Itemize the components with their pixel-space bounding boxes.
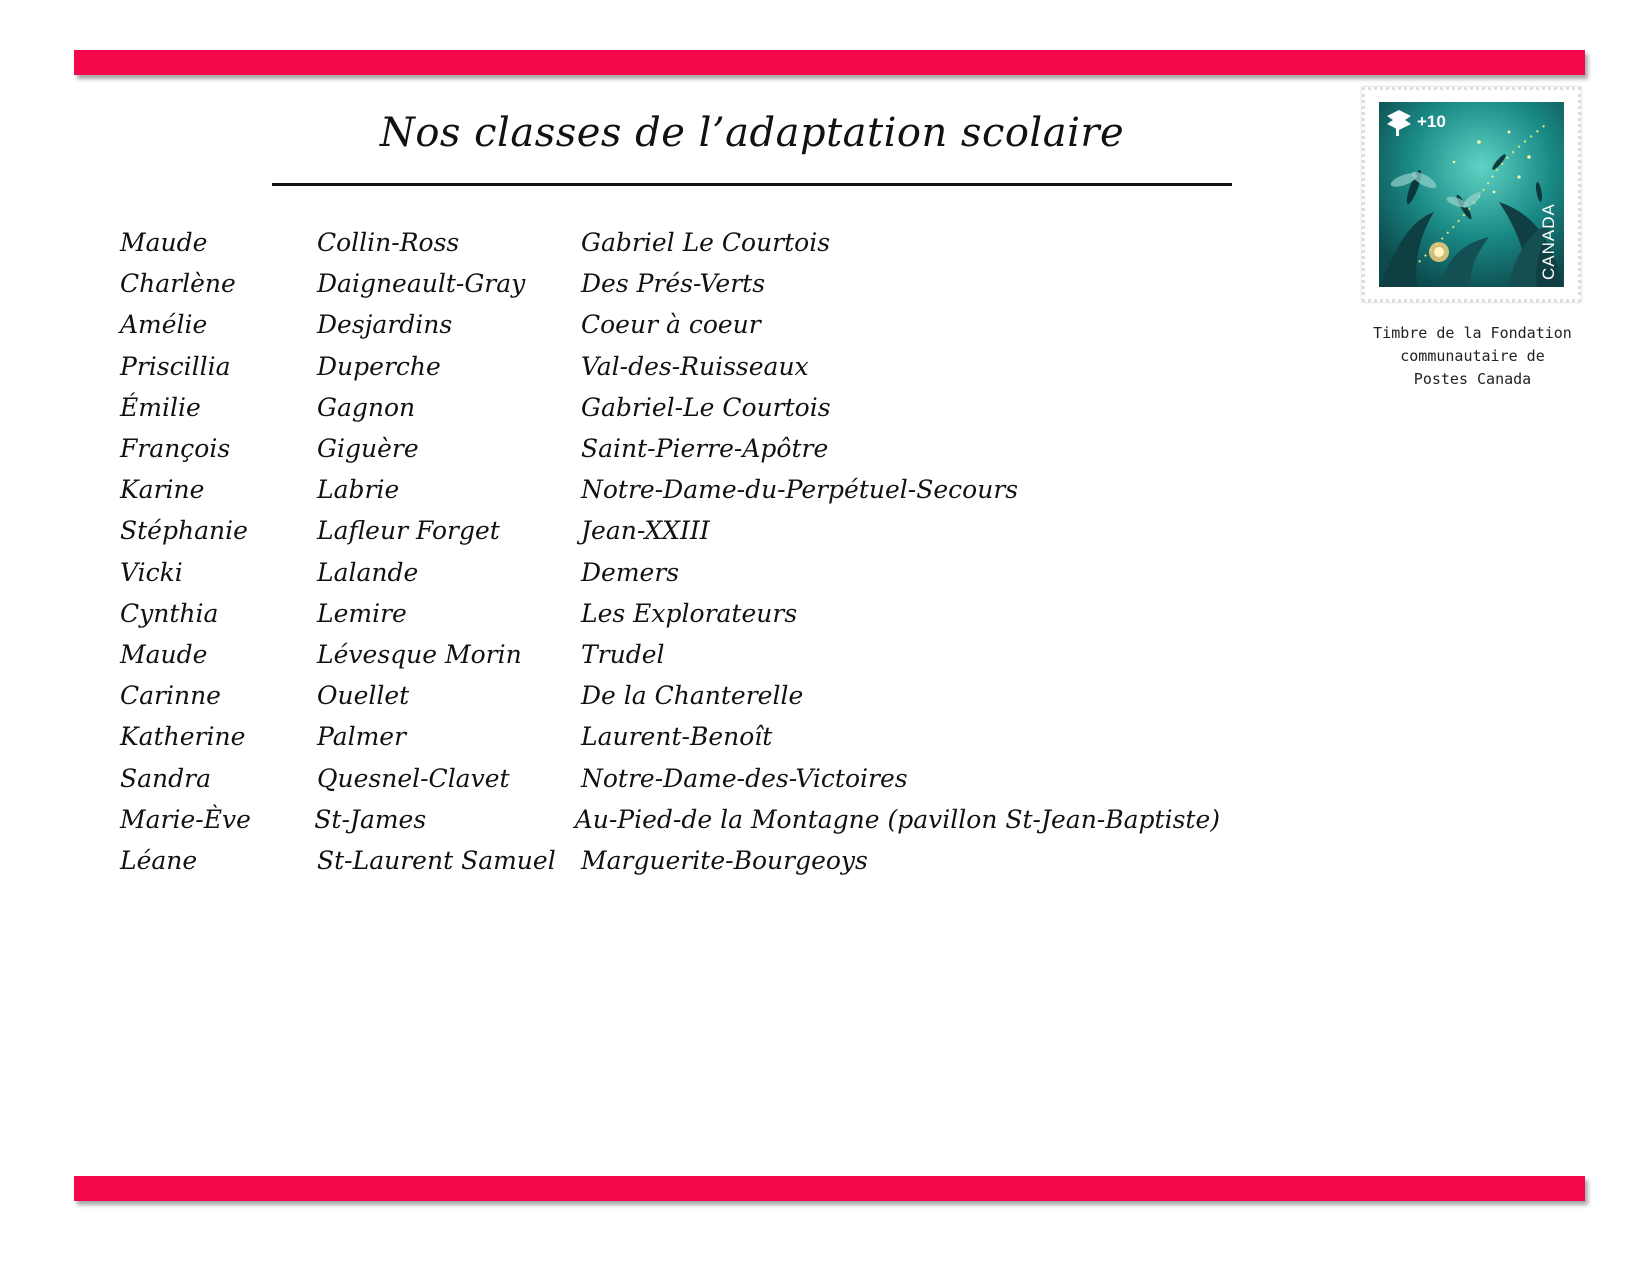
school-name: Les Explorateurs	[581, 598, 798, 628]
school-name: Demers	[581, 557, 680, 587]
teacher-last-name: Daigneault-Gray	[317, 269, 526, 299]
school-name: Au-Pied-de la Montagne (pavillon St-Jean-Baptiste)	[574, 804, 1220, 834]
teacher-first-name: Priscillia	[120, 351, 231, 381]
school-name: Notre-Dame-du-Perpétuel-Secours	[581, 475, 1019, 505]
list-item	[120, 593, 1220, 634]
list-item	[120, 346, 1220, 387]
teacher-first-name: Katherine	[120, 722, 246, 752]
teacher-first-name: Émilie	[120, 392, 201, 422]
teacher-last-name: Lafleur Forget	[317, 516, 500, 546]
list-item	[120, 675, 1220, 716]
stamp-frame	[1362, 87, 1581, 302]
teacher-first-name: Léane	[120, 845, 198, 875]
teacher-first-name: Amélie	[120, 310, 208, 340]
school-name: Gabriel Le Courtois	[581, 228, 831, 258]
school-name: Saint-Pierre-Apôtre	[581, 434, 829, 464]
teacher-last-name: Lemire	[317, 598, 407, 628]
list-item	[120, 552, 1220, 593]
school-name: Laurent-Benoît	[581, 722, 773, 752]
teacher-last-name: Duperche	[317, 351, 441, 381]
list-item	[120, 716, 1220, 757]
list-item	[120, 469, 1220, 510]
teacher-last-name: Ouellet	[317, 681, 410, 711]
title-underline	[272, 183, 1232, 186]
teacher-first-name: Marie-Ève	[120, 804, 251, 834]
teacher-first-name: Maude	[120, 228, 208, 258]
teacher-first-name: Charlène	[120, 269, 236, 299]
school-name: Jean-XXIII	[581, 516, 710, 546]
teacher-first-name: Vicki	[120, 557, 183, 587]
school-name: Val-des-Ruisseaux	[581, 351, 809, 381]
list-item	[120, 222, 1220, 263]
school-name: De la Chanterelle	[581, 681, 804, 711]
school-name: Notre-Dame-des-Victoires	[581, 763, 908, 793]
list-item	[120, 510, 1220, 551]
class-list	[120, 222, 1220, 881]
list-item	[120, 799, 1220, 840]
list-item	[120, 263, 1220, 304]
dragonfly-stamp-image	[1379, 102, 1564, 287]
stamp-caption-line: Timbre de la Fondation	[1373, 324, 1572, 342]
teacher-first-name: Sandra	[120, 763, 211, 793]
bottom-accent-bar	[74, 1176, 1585, 1201]
teacher-last-name: St-James	[314, 804, 427, 834]
list-item	[120, 634, 1220, 675]
page-title: Nos classes de l’adaptation scolaire	[379, 110, 1125, 156]
school-name: Marguerite-Bourgeoys	[581, 845, 868, 875]
top-accent-bar	[74, 50, 1585, 75]
teacher-last-name: St-Laurent Samuel	[317, 845, 556, 875]
list-item	[120, 387, 1220, 428]
teacher-last-name: Gagnon	[317, 392, 416, 422]
teacher-first-name: Stéphanie	[120, 516, 248, 546]
list-item	[120, 840, 1220, 881]
teacher-last-name: Lévesque Morin	[317, 639, 522, 669]
stamp-caption	[1355, 322, 1590, 391]
teacher-first-name: François	[120, 434, 231, 464]
teacher-last-name: Giguère	[317, 434, 419, 464]
list-item	[120, 304, 1220, 345]
teacher-last-name: Quesnel-Clavet	[317, 763, 510, 793]
teacher-first-name: Cynthia	[120, 598, 219, 628]
teacher-first-name: Carinne	[120, 681, 221, 711]
teacher-first-name: Karine	[120, 475, 205, 505]
stamp-caption-line: Postes Canada	[1413, 370, 1532, 388]
school-name: Trudel	[581, 639, 665, 669]
list-item	[120, 428, 1220, 469]
school-name: Gabriel-Le Courtois	[581, 392, 831, 422]
stamp-value: +10	[1417, 112, 1446, 131]
school-name: Des Prés-Verts	[581, 269, 766, 299]
stamp-caption-line: communautaire de	[1400, 347, 1545, 365]
teacher-last-name: Palmer	[317, 722, 407, 752]
teacher-last-name: Labrie	[317, 475, 400, 505]
school-name: Coeur à coeur	[581, 310, 761, 340]
teacher-last-name: Collin-Ross	[317, 228, 460, 258]
teacher-last-name: Desjardins	[317, 310, 453, 340]
teacher-first-name: Maude	[120, 639, 208, 669]
list-item	[120, 757, 1220, 798]
teacher-last-name: Lalande	[317, 557, 419, 587]
stamp-country: CANADA	[1539, 203, 1558, 280]
